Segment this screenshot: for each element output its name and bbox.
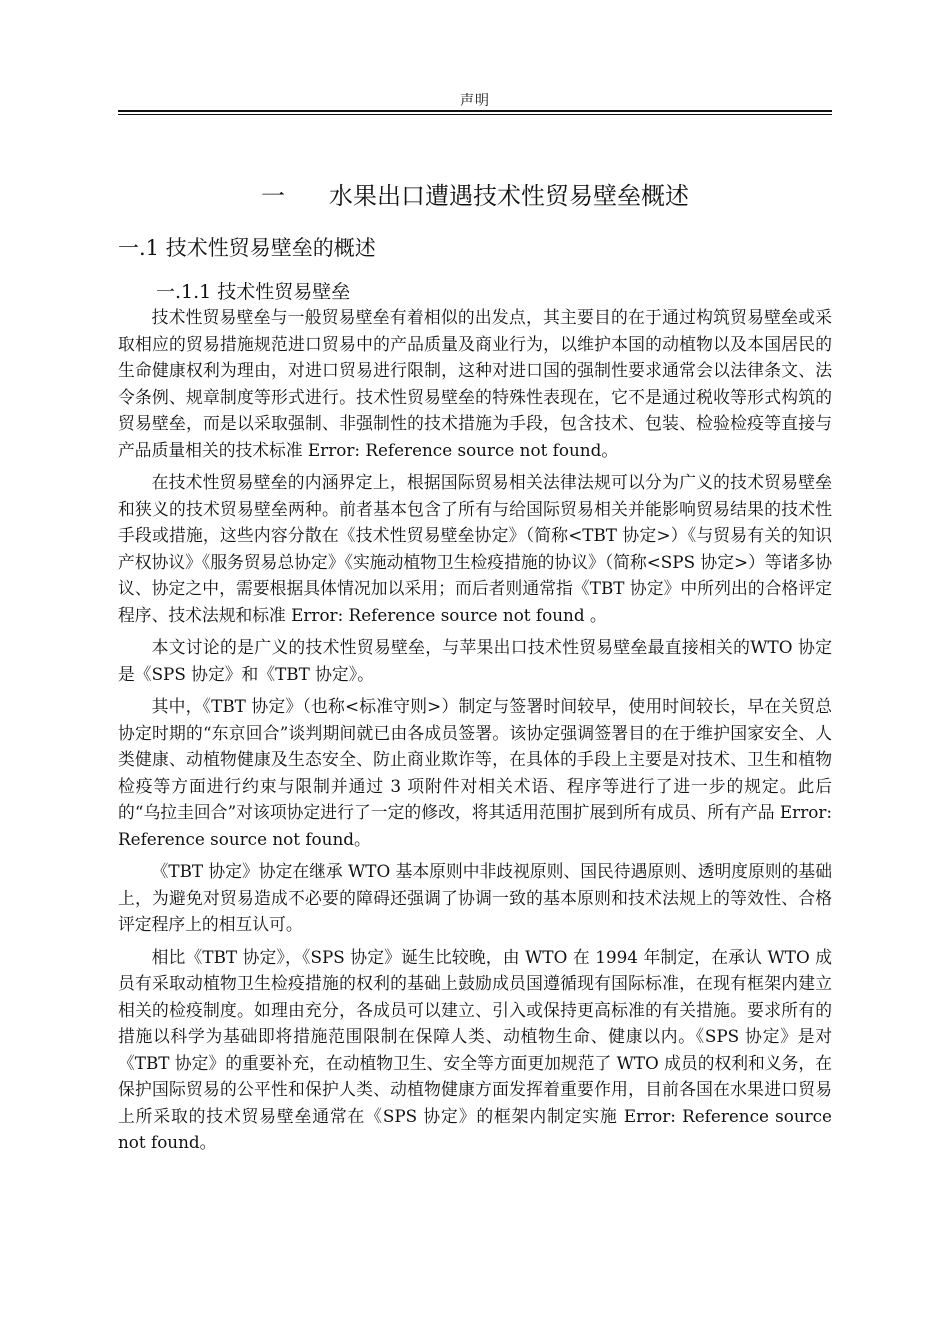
paragraph: 技术性贸易壁垒与一般贸易壁垒有着相似的出发点，其主要目的在于通过构筑贸易壁垒或采取相应的贸易措施规范进口贸易中的产品质量及商业行为，以维护本国的动植物以及本国居民的生命健康权利为理由，对进口贸易进行限制，这种对进口国的强制性要求通常会以法律条文、法令条例、规章制度等形式进行。技术性贸易壁垒的特殊性表现在，它不是通过税收等形式构筑的贸易壁垒，而是以采取强制、非强制性的技术措施为手段，包含技术、包装、检验检疫等直接与产品质量相关的技术标准 Error: Reference source not found。 — [118, 307, 832, 460]
paragraph: 相比《TBT 协定》，《SPS 协定》诞生比较晚，由 WTO 在 1994 年制定，在承认 WTO 成员有采取动植物卫生检疫措施的权利的基础上鼓励成员国遵循现有国际标准，在现有框架内建立相关的检疫制度。如理由充分，各成员可以建立、引入或保持更高标准的有关措施。要求所有的措施以科学为基础即将措施范围限制在保障人类、动植物生命、健康以内。《SPS 协定》是对《TBT 协定》的重要补充，在动植物卫生、安全等方面更加规范了 WTO 成员的权利和义务，在保护国际贸易的公平性和保护人类、动植物健康方面发挥着重要作用，目前各国在水果进口贸易上所采取的技术贸易壁垒通常在《SPS 协定》的框架内制定实施 Error: Reference source not found。 — [118, 946, 832, 1152]
chapter-heading — [118, 176, 832, 211]
body-text — [118, 304, 832, 1162]
subsection-heading: 一.1.1 技术性贸易壁垒 — [156, 281, 351, 303]
paragraph: 《TBT 协定》协定在继承 WTO 基本原则中非歧视原则、国民待遇原则、透明度原则的基础上，为避免对贸易造成不必要的障碍还强调了协调一致的基本原则和技术法规上的等效性、合格评定程序上的相互认可。 — [118, 861, 832, 934]
chapter-title: 水果出口遭遇技术性贸易壁垒概述 — [329, 182, 689, 210]
header-rule-thin — [118, 114, 832, 115]
paragraph: 其中，《TBT 协定》（也称<标准守则>）制定与签署时间较早，使用时间较长，早在关贸总协定时期的“东京回合”谈判期间就已由各成员签署。该协定强调签署目的在于维护国家安全、人类健康、动植物健康及生态安全、防止商业欺诈等，在具体的手段上主要是对技术、卫生和植物检疫等方面进行约束与限制并通过 3 项附件对相关术语、程序等进行了进一步的规定。此后的“乌拉圭回合”对该项协定进行了一定的修改，将其适用范围扩展到所有成员、所有产品 Error: Reference source not found。 — [118, 696, 832, 849]
header-rule-thick — [118, 110, 832, 112]
paragraph: 本文讨论的是广义的技术性贸易壁垒，与苹果出口技术性贸易壁垒最直接相关的WTO 协定是《SPS 协定》和《TBT 协定》。 — [118, 637, 832, 684]
chapter-number: 一 — [261, 182, 285, 210]
section-heading: 一.1 技术性贸易壁垒的概述 — [118, 236, 376, 260]
paragraph: 在技术性贸易壁垒的内涵界定上，根据国际贸易相关法律法规可以分为广义的技术贸易壁垒和狭义的技术贸易壁垒两种。前者基本包含了所有与给国际贸易相关并能影响贸易结果的技术性手段或措施，这些内容分散在《技术性贸易壁垒协定》（简称<TBT 协定>）《与贸易有关的知识产权协议》《服务贸易总协定》《实施动植物卫生检疫措施的协议》（简称<SPS 协定>）等诸多协议、协定之中，需要根据具体情况加以采用；而后者则通常指《TBT 协定》中所列出的合格评定程序、技术法规和标准 Error: Reference source not found 。 — [118, 472, 832, 625]
page-header: 声明 — [460, 93, 490, 109]
